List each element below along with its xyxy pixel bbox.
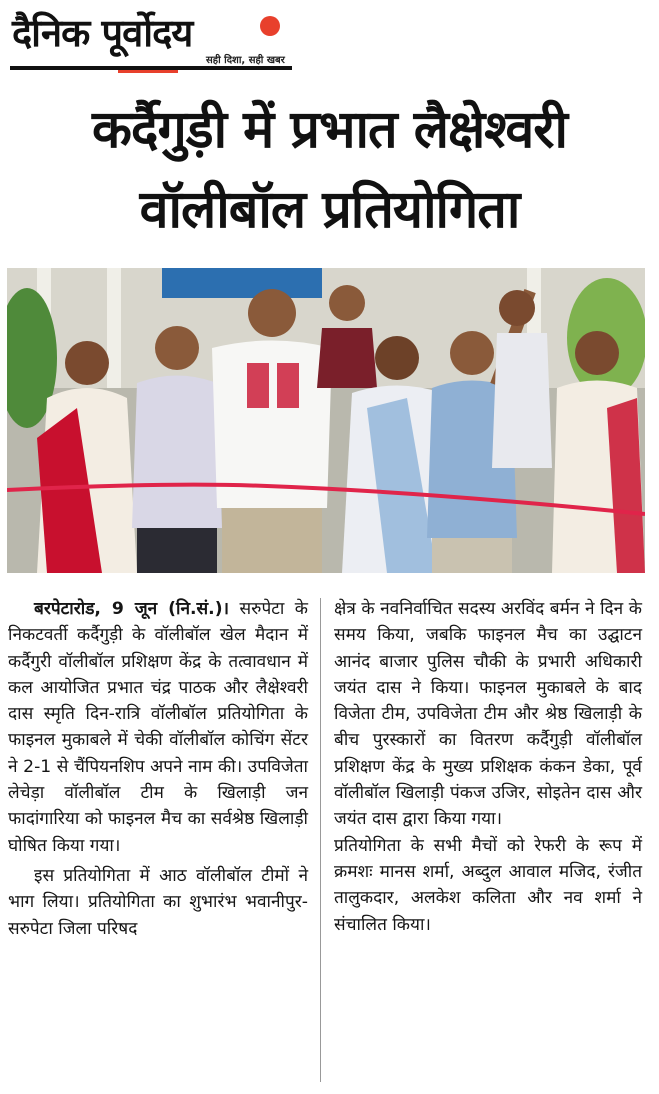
headline [0, 90, 659, 250]
news-photo [7, 268, 645, 573]
masthead-tagline: सही दिशा, सही खबर [206, 55, 285, 66]
article-column-right [334, 596, 642, 938]
masthead-name: दैनिक पूर्वोदय [12, 11, 193, 55]
article-paragraph-1-body: सरुपेटा के निकटवर्ती कर्दैगुड़ी के वॉलीबॉल खेल मैदान में कर्दैगुरी वॉलीबॉल प्रशिक्षण केंद्र के तत्वावधान में कल आयोजित प्रभात चंद्र पाठक और लैक्षेश्वरी दास स्मृति दिन-रात्रि वॉलीबॉल प्रतियोगिता के फाइनल मुकाबले में चेकी वॉलीबॉल कोचिंग सेंटर ने 2-1 से चैंपियनशिप अपने नाम की। उपविजेता लेचेड़ा वॉलीबॉल टीम के खिलाड़ी जन फादांगारिया को फाइनल मैच का सर्वश्रेष्ठ खिलाड़ी घोषित किया गया। [8, 599, 308, 856]
masthead-rule-accent [118, 70, 178, 73]
headline-line-2: वॉलीबॉल प्रतियोगिता [139, 180, 520, 240]
article-paragraph-4: प्रतियोगिता के सभी मैचों को रेफरी के रूप में क्रमशः मानस शर्मा, अब्दुल आवाल मजिद, रंजीत तालुकदार, अलकेश कलिता और नव शर्मा ने संचालित किया। [334, 835, 642, 935]
article-column-left [8, 596, 308, 942]
article-dateline: बरपेटारोड, 9 जून (नि.सं.)। [34, 599, 230, 619]
ribbon-cutting-photo [7, 268, 645, 573]
masthead [8, 4, 298, 74]
article-paragraph-1 [8, 596, 308, 859]
article-paragraph-2: इस प्रतियोगिता में आठ वॉलीबॉल टीमों ने भाग लिया। प्रतियोगिता का शुभारंभ भवानीपुर-सरुपेटा जिला परिषद [8, 865, 308, 939]
masthead-logo-dot [260, 16, 280, 36]
article-paragraph-3: क्षेत्र के नवनिर्वाचित सदस्य अरविंद बर्मन ने दिन के समय किया, जबकि फाइनल मैच का उद्घाटन आनंद बाजार पुलिस चौकी के प्रभारी अधिकारी जयंत दास ने किया। फाइनल मुकाबले के बाद विजेता टीम, उपविजेता टीम और श्रेष्ठ खिलाड़ी के बीच पुरस्कारों का वितरण कर्दैगुड़ी वॉलीबॉल प्रशिक्षण केंद्र के मुख्य प्रशिक्षक कंकन डेका, पूर्व वॉलीबॉल खिलाड़ी पंकज उजिर, सोइतेन दास और जयंत दास द्वारा किया गया। [334, 599, 642, 830]
headline-line-1: कर्दैगुड़ी में प्रभात लैक्षेश्वरी [91, 100, 568, 160]
column-divider [320, 598, 321, 1082]
